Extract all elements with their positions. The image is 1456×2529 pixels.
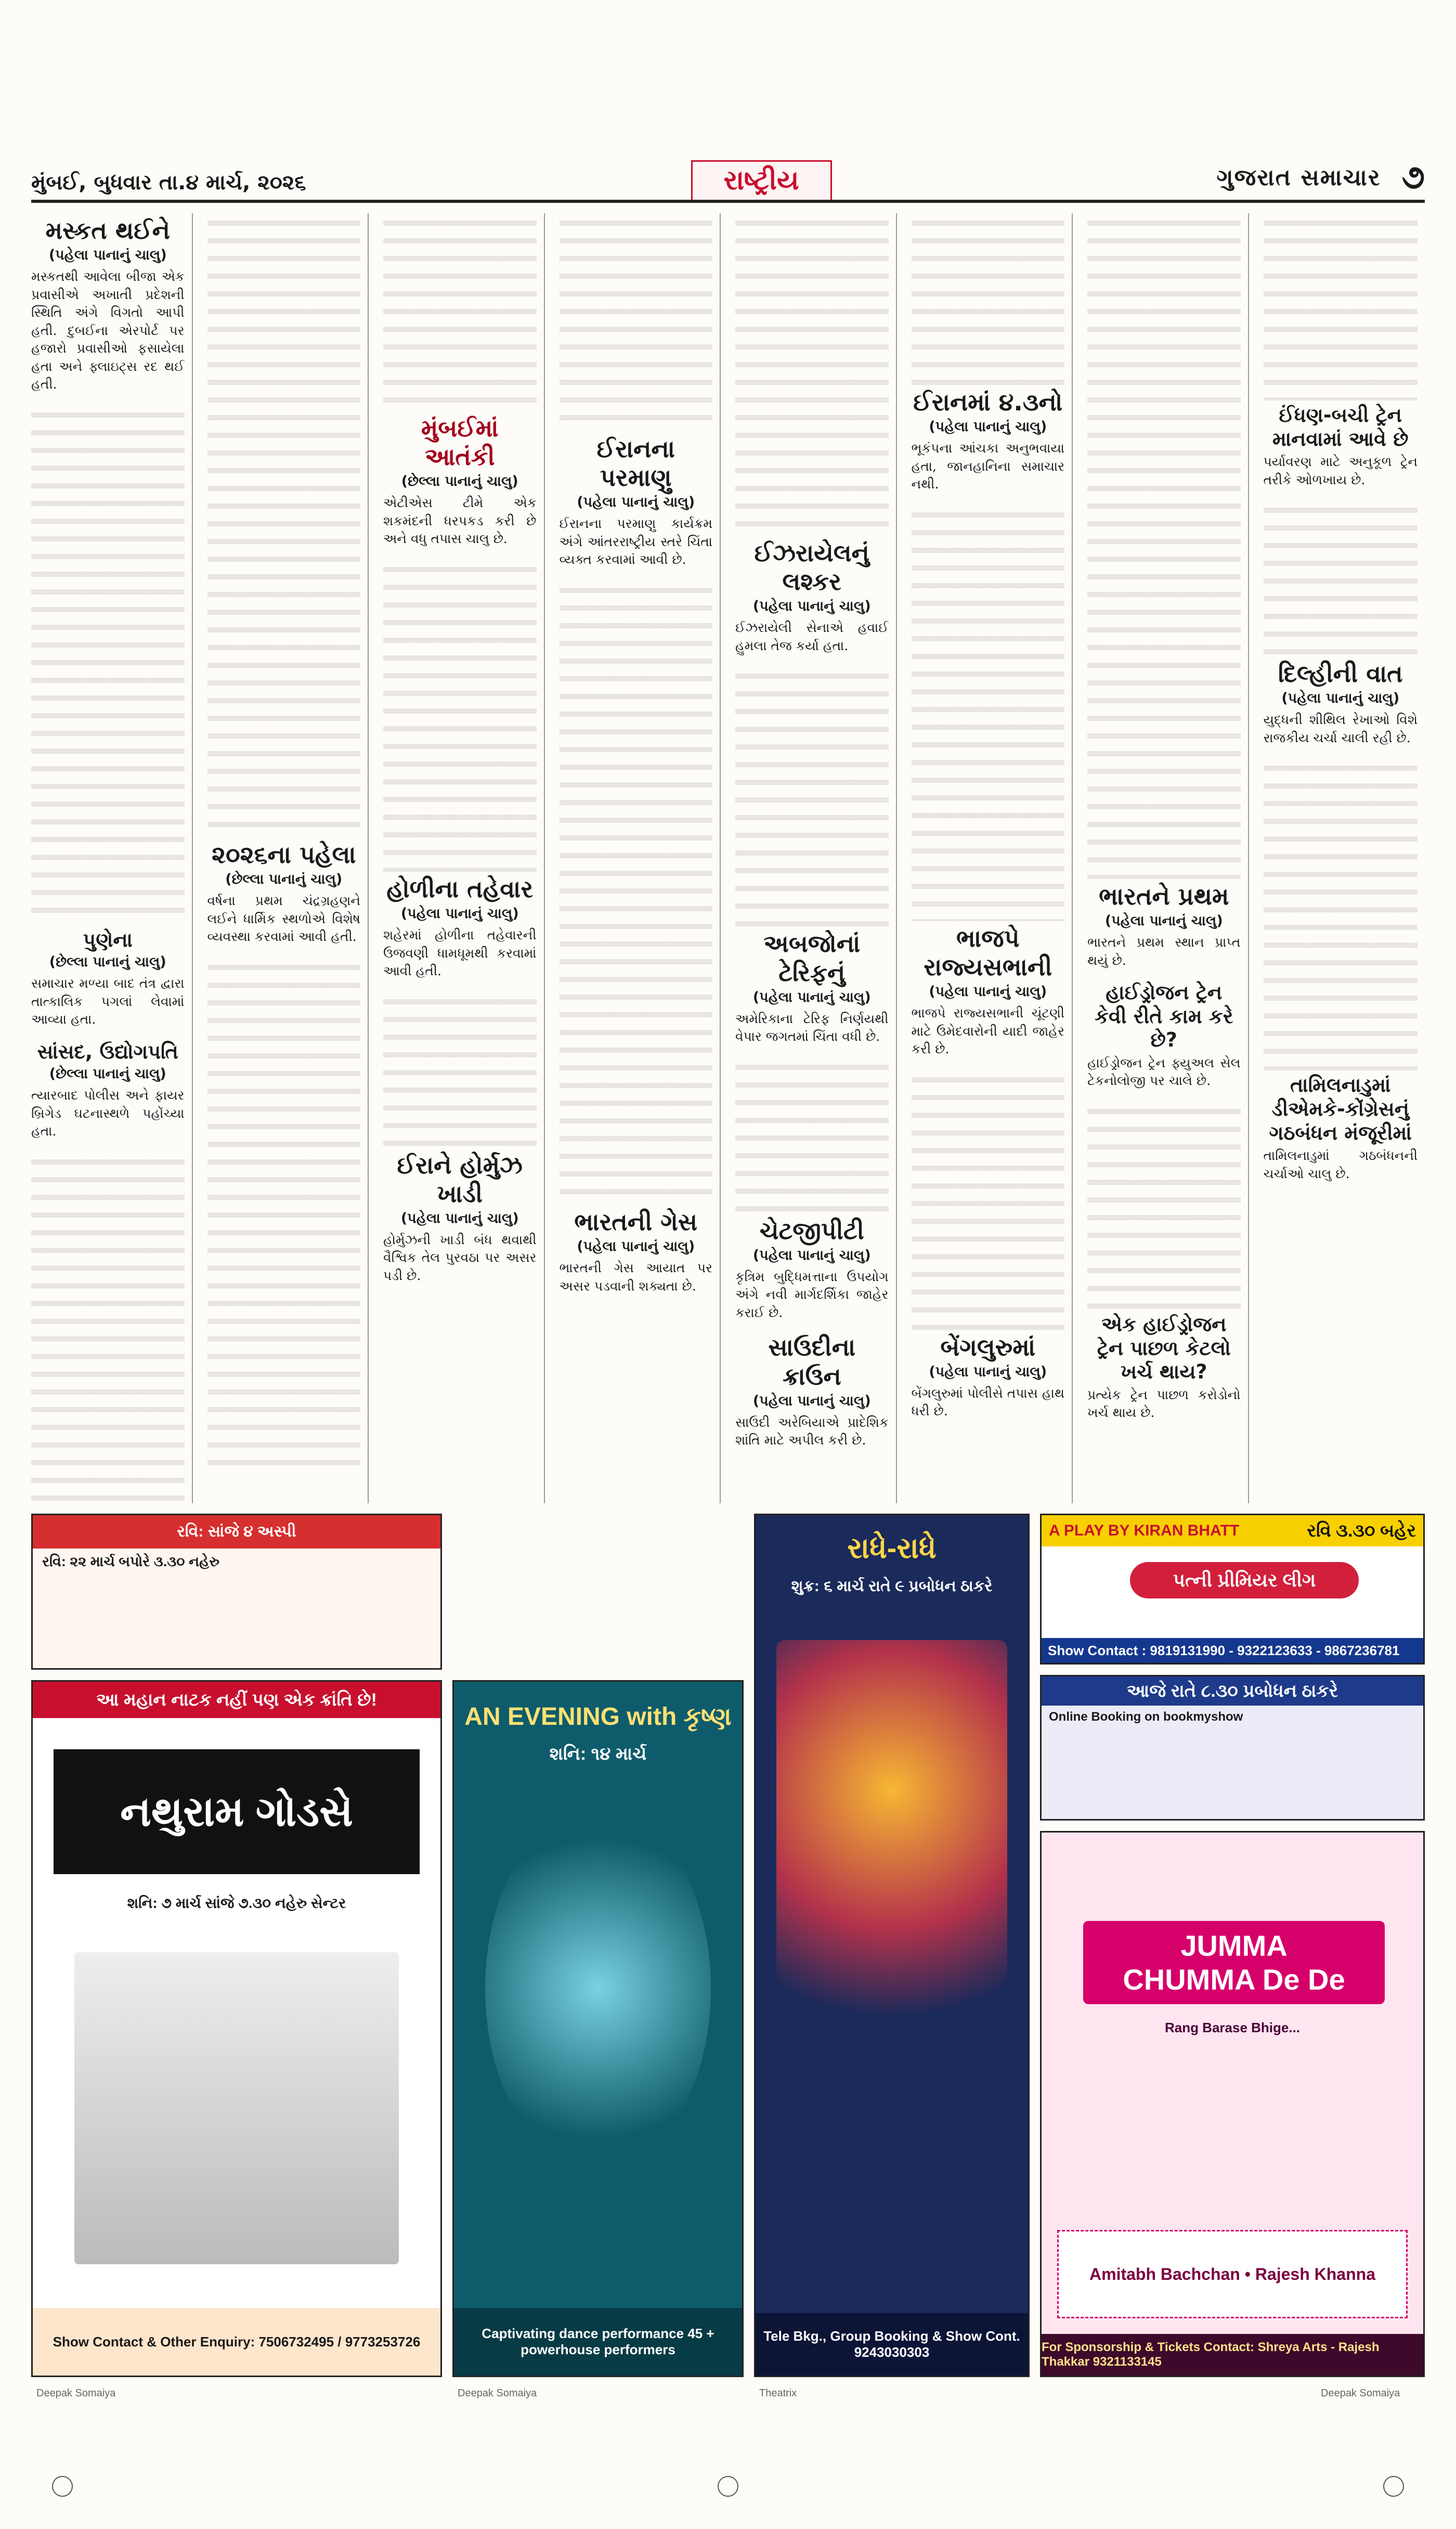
article [207,841,361,946]
article-continued: (પહેલા પાનાનું ચાલુ) [752,598,871,615]
article-headline: ભારતને પ્રથમ [1099,882,1229,910]
body-text-block [560,213,713,432]
body-text-block [383,560,537,872]
body-text-block [31,1152,185,1503]
article-body: મસ્કતથી આવેલા બીજા એક પ્રવાસીએ અખાતી પ્રદેશની સ્થિતિ અંગે વિગતો આપી હતી. દુબઈના એરપોર્ટ પર હજારો પ્રવાસીઓ ફસાયેલા હતા અને ફ્લાઇટ્સ રદ થઈ હતી. [31,269,185,392]
ad-showtime: શનિ: ૭ માર્ચ સાંજે ૭.૩૦ નહેરુ સેન્ટર [127,1895,346,1911]
column-1 [31,213,193,1503]
article-columns [31,213,1425,1503]
article-continued: (પહેલા પાનાનું ચાલુ) [400,906,519,922]
article-continued: (પહેલા પાનાનું ચાલુ) [1104,913,1223,930]
body-text-block [1087,213,1241,879]
article [1264,1074,1418,1183]
article-headline: ઈરાનના પરમાણુ [596,435,675,492]
ad-line: રવિ: ૨૨ માર્ચ બપોરે ૩.૩૦ નહેરુ [42,1554,220,1569]
article [383,1151,537,1285]
article-headline: હોળીના તહેવાર [386,874,534,903]
body-text-block [560,580,713,1205]
ad-header: આજે રાતે ૮.૩૦ પ્રબોધન ઠાકરે [1042,1676,1423,1706]
ad-title [1083,1921,1385,2004]
body-text-block [1087,1102,1241,1310]
article [1087,981,1241,1090]
article-continued: (પહેલા પાનાનું ચાલુ) [48,247,167,264]
article-headline: અબજોનાં ટેરિફનું [763,930,861,987]
ad-line: Online Booking on bookmyshow [1049,1710,1243,1724]
column-6 [912,213,1073,1503]
ad-title: પત્ની પ્રીમિયર લીગ [1130,1562,1359,1598]
article-continued: (પહેલા પાનાનું ચાલુ) [752,1392,871,1409]
article [560,1208,713,1295]
column-3 [383,213,545,1503]
article-continued: (પહેલા પાનાનું ચાલુ) [929,1363,1047,1380]
column-8 [1264,213,1425,1503]
article-body: શહેરમાં હોળીના તહેવારની ઉજવણી ધામધૂમથી કરવામાં આવી હતી. [383,927,537,979]
article-body: ઈઝરાયેલી સેનાએ હવાઈ હુમલા તેજ કર્યા હતા. [735,620,889,653]
body-text-block [207,958,361,1478]
body-text-block [1264,213,1418,401]
advertisement-jumma-chumma[interactable] [1040,1831,1425,2377]
advertisement-prabodhan-thakre[interactable] [1040,1675,1425,1821]
article-headline: ચેટજીપીટી [759,1216,864,1245]
ad-blurb: Rang Barase Bhige... [1164,2020,1301,2035]
newspaper-page [31,31,1425,2507]
advertisement-section [31,1514,1425,2481]
article [735,930,889,1046]
article-body: હાઈડ્રોજન ટ્રેન ફ્યુઅલ સેલ ટેકનોલોજી પર ચાલે છે. [1087,1055,1241,1089]
article-continued: (પહેલા પાનાનું ચાલુ) [752,989,871,1005]
ad-title: રાધે-રાધે [847,1531,937,1564]
body-text-block [912,213,1065,385]
article-continued: (પહેલા પાનાનું ચાલુ) [1281,690,1400,707]
ad-title-line-1: JUMMA [1180,1929,1288,1962]
article [1087,882,1241,970]
body-text-block [31,405,185,925]
article-body: ભાજપે રાજ્યસભાની ચૂંટણી માટે ઉમેદવારોની યાદી જાહેર કરી છે. [911,1005,1064,1057]
body-text-block [383,213,537,411]
ad-showtime: શુક્ર: ૬ માર્ચ રાતે ૯ પ્રબોધન ઠાકરે [791,1578,993,1595]
article-body: વર્ષના પ્રથમ ચંદ્રગ્રહણને લઈને ધાર્મિક સ્થળોએ વિશેષ વ્યવસ્થા કરવામાં આવી હતી. [207,893,360,945]
ad-contact: Show Contact & Other Enquiry: 7506732495 / 9773253726 [33,2308,440,2376]
article-continued: (છેલ્લા પાનાનું ચાલુ) [49,954,166,971]
article-body: યુદ્ધની શીથિલ રેખાઓ વિશે રાજકીય ચર્ચા ચાલી રહી છે. [1263,712,1418,745]
advertisement-radhe-radhe[interactable] [754,1514,1030,2377]
article-headline: પુણેના [83,928,133,951]
article [1264,660,1418,747]
article-headline: સાઉદીના ક્રાઉન [768,1333,856,1390]
article-body: ઈરાનના પરમાણુ કાર્યક્રમ અંગે આંતરરાષ્ટ્રીય સ્તરે ચિંતા વ્યક્ત કરવામાં આવી છે. [559,516,712,567]
ad-artwork-image [485,1807,711,2171]
ad-contact: For Sponsorship & Tickets Contact: Shreya Arts - Rajesh Thakkar 9321133145 [1042,2334,1423,2376]
body-text-block [1264,758,1418,1070]
ad-header: રવિ: સાંજે ૪ અસ્પી [33,1515,440,1549]
body-text-block [735,666,889,926]
article-body: ભારતની ગેસ આયાત પર અસર પડવાની શક્યતા છે. [559,1260,712,1294]
article-continued: (છેલ્લા પાનાનું ચાલુ) [401,473,518,490]
photo-credit: Deepak Somaiya [1321,2388,1400,2399]
article-continued: (પહેલા પાનાનું ચાલુ) [400,1210,519,1227]
article-continued: (પહેલા પાનાનું ચાલુ) [929,419,1047,435]
article-headline: ઈંધણ-બચી ટ્રેન માનવામાં આવે છે [1272,404,1409,450]
article-body: કૃત્રિમ બુદ્ધિમત્તાના ઉપયોગ અંગે નવી માર્ગદર્શિકા જાહેર કરાઈ છે. [735,1269,889,1320]
ad-showtime: રવિ ૩.૩૦ બહેર [1307,1520,1416,1541]
article-body: પ્રત્યેક ટ્રેન પાછળ કરોડોનો ખર્ચ થાય છે. [1087,1387,1241,1421]
article [31,928,185,1029]
article [1087,1313,1241,1422]
article-headline: મુંબઈમાં આતંકી [421,414,499,471]
article [735,1217,889,1322]
registration-mark [718,2476,738,2497]
article-continued: (પહેલા પાનાનું ચાલુ) [577,494,695,511]
body-text-block [912,505,1065,921]
body-text-block [912,1070,1065,1330]
newspaper-name: ગુજરાત સમાચાર [1216,164,1381,191]
issue-date: મુંબઈ, બુધવાર તા.૪ માર્ચ, ૨૦૨૬ [31,171,306,195]
article-body: એટીએસ ટીમે એક શકમંદની ધરપકડ કરી છે અને વધુ તપાસ ચાલુ છે. [383,495,537,547]
body-text-block [735,1057,889,1214]
section-title: રાષ્ટ્રીય [691,160,832,200]
advertisement-play[interactable] [31,1514,442,1670]
article-body: સમાચાર મળ્યા બાદ તંત્ર દ્વારા તાત્કાલિક પગલાં લેવામાં આવ્યા હતા. [31,976,185,1027]
body-text-block [735,213,889,536]
photo-credit: Deepak Somaiya [458,2388,537,2399]
article [383,875,537,980]
article-body: ત્યારબાદ પોલીસ અને ફાયર બ્રિગેડ ઘટનાસ્થળે પહોંચ્યા હતા. [31,1088,185,1139]
ad-artwork-image [776,1640,1007,2015]
article-headline: ૨૦૨૬ના પહેલા [211,841,356,869]
ad-date: શનિ: ૧૪ માર્ચ [549,1744,647,1764]
article-body: બેંગલુરુમાં પોલીસે તપાસ હાથ ધરી છે. [911,1385,1064,1419]
article-body: તામિલનાડુમાં ગઠબંધનની ચર્ચાઓ ચાલુ છે. [1263,1148,1418,1181]
article-headline: એક હાઈડ્રોજન ટ્રેન પાછળ કેટલો ખર્ચ થાય? [1097,1312,1231,1384]
ad-contact: Show Contact : 9819131990 - 9322123633 - 9867236781 [1042,1638,1423,1663]
article-headline: ભારતની ગેસ [574,1207,698,1236]
body-text-block [207,213,361,837]
article-headline: તામિલનાડુમાં ડીએમકે-કોંગ્રેસનું ગઠબંધન મંજૂરીમાં [1269,1074,1412,1144]
ad-label: A PLAY BY KIRAN BHATT [1049,1522,1240,1539]
article-body: સાઉદી અરેબિયાએ પ્રાદેશિક શાંતિ માટે અપીલ કરી છે. [735,1414,889,1448]
article-headline: બેંગલુરુમાં [940,1333,1036,1361]
article [735,539,889,655]
article-continued: (પહેલા પાનાનું ચાલુ) [929,984,1047,1000]
article-continued: (છેલ્લા પાનાનું ચાલુ) [225,871,343,888]
article-headline: સાંસદ, ઉદ્યોગપતિ [37,1040,178,1063]
article-body: પર્યાવરણ માટે અનુકૂળ ટ્રેન તરીકે ઓળખાય છે. [1263,454,1418,487]
article-body: હોર્મુઝની ખાડી બંધ થવાથી વૈશ્વિક તેલ પુરવઠા પર અસર પડી છે. [383,1232,537,1283]
article-headline: હાઈડ્રોજન ટ્રેન કેવી રીતે કામ કરે છે? [1095,981,1233,1052]
article [1264,404,1418,489]
article-headline: ઈરાને હોર્મુઝ ખાડી [397,1151,523,1208]
article-headline: ઈરાનમાં ૪.૩નો [913,388,1063,416]
article-continued: (છેલ્લા પાનાનું ચાલુ) [49,1066,166,1082]
ad-header: આ મહાન નાટક નહીં પણ એક ક્રાંતિ છે! [33,1682,440,1718]
article-headline: મસ્કત થઈને [45,216,170,244]
photo-credit: Deepak Somaiya [36,2388,116,2399]
ad-performers: Amitabh Bachchan • Rajesh Khanna [1057,2230,1408,2318]
article [912,388,1065,494]
article [912,924,1065,1059]
article [31,216,185,394]
ad-blurb: Captivating dance performance 45 + powerhouse performers [454,2308,742,2376]
advertisement-patni-premier-league[interactable] [1040,1514,1425,1665]
registration-mark [52,2476,73,2497]
article-headline: ભાજપે રાજ્યસભાની [924,924,1052,981]
column-4 [560,213,721,1503]
ad-title: નથુરામ ગોડસે [54,1749,420,1874]
article [560,435,713,569]
body-text-block [1264,500,1418,656]
advertisement-evening-with-krishna[interactable] [452,1680,744,2377]
article [383,414,537,548]
article-headline: ઈઝરાયેલનું લશ્કર [754,539,869,596]
photo-credit: Theatrix [759,2388,797,2399]
body-text-block [383,992,537,1148]
article-body: ભારતને પ્રથમ સ્થાન પ્રાપ્ત થયું છે. [1087,935,1241,968]
ad-title: AN EVENING with કૃષ્ણ [464,1703,732,1731]
ad-contact: Tele Bkg., Group Booking & Show Cont. 9243030303 [756,2313,1028,2376]
article [31,1040,185,1141]
advertisement-nathuram-godse[interactable] [31,1680,442,2377]
ad-title-line-2: CHUMMA De De [1123,1963,1345,1996]
article-body: ભૂકંપના આંચકા અનુભવાયા હતા, જાનહાનિના સમાચાર નથી. [911,441,1064,492]
article [735,1333,889,1449]
column-2 [207,213,369,1503]
article [912,1333,1065,1421]
ad-portrait-image [74,1952,399,2264]
article-continued: (પહેલા પાનાનું ચાલુ) [752,1247,871,1263]
article-body: અમેરિકાના ટેરિફ નિર્ણયથી વેપાર જગતમાં ચિંતા વધી છે. [735,1011,889,1044]
article-continued: (પહેલા પાનાનું ચાલુ) [577,1238,695,1255]
article-headline: દિલ્હીની વાત [1278,660,1403,688]
column-7 [1087,213,1249,1503]
masthead [31,156,1425,203]
column-5 [735,213,897,1503]
registration-mark [1383,2476,1404,2497]
page-number: ૭ [1401,158,1425,197]
